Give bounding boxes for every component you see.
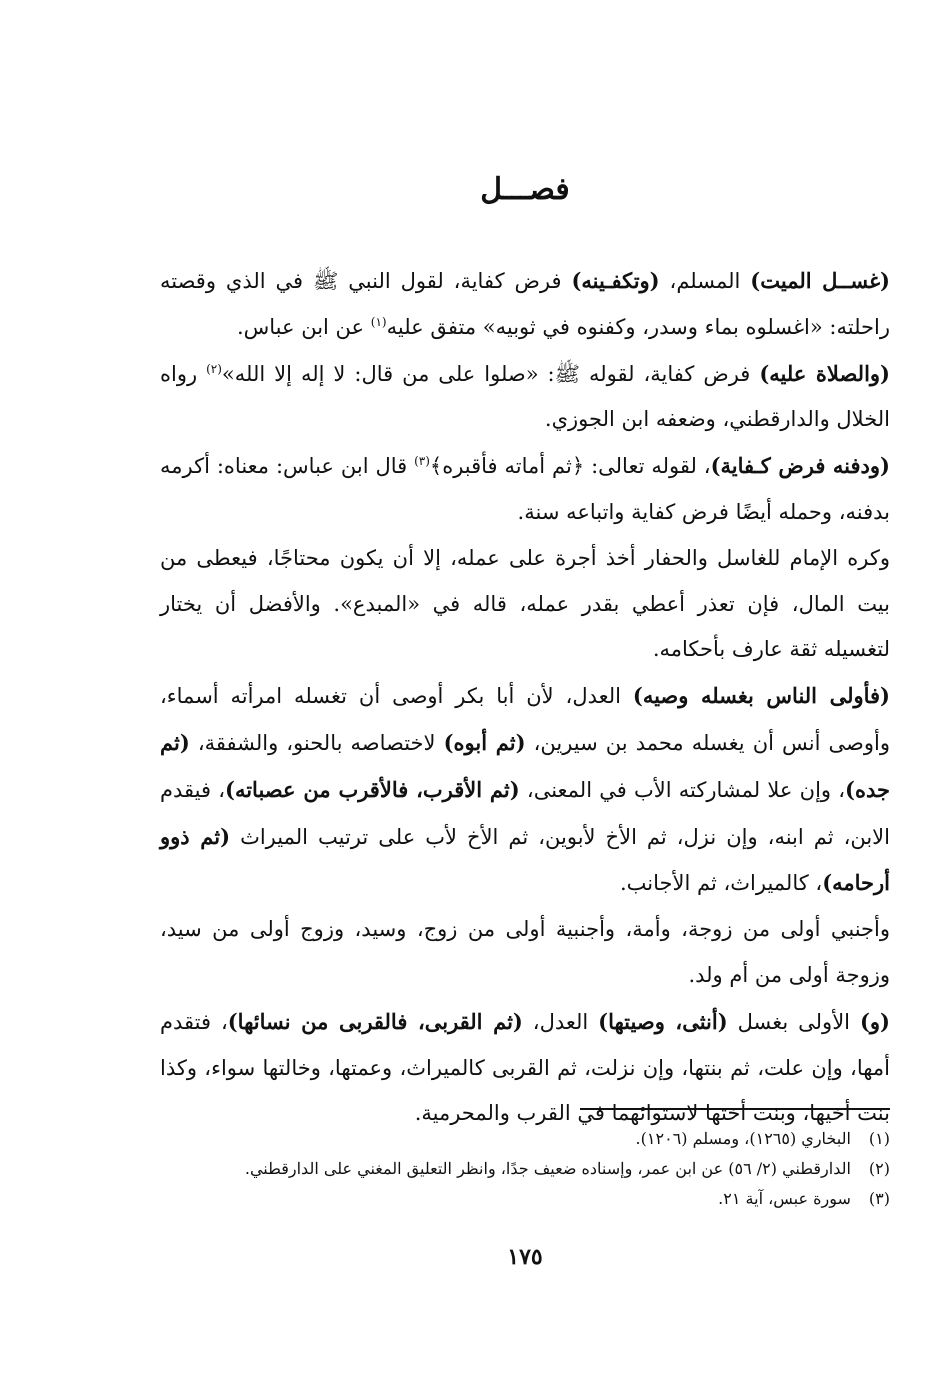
bold-term: (ثم ذوو أرحامه): [160, 823, 890, 896]
bold-term: (ثم القربى، فالقربى من نسائها): [227, 1008, 523, 1034]
paragraph: [160, 536, 890, 673]
text-segment: ، وإن علا لمشاركته الأب في المعنى،: [519, 777, 846, 802]
paragraph: [160, 907, 890, 999]
footnote-number: (٣): [868, 1189, 890, 1208]
bold-term: (و): [859, 1008, 890, 1034]
text-segment: رواه الخلال والدارقطني، وضعفه ابن الجوزي.: [160, 361, 890, 432]
text-segment: المسلم،: [659, 269, 751, 293]
footnote: [160, 1154, 890, 1184]
page-number: ١٧٥: [507, 1244, 543, 1270]
footnote-ref: (٢): [206, 361, 222, 376]
paragraph: [160, 443, 890, 536]
bold-term: (ثم جده): [160, 729, 890, 802]
bold-term: (ودفنه فرض كـفاية): [710, 453, 890, 479]
text-segment: وكره الإمام للغاسل والحفار أخذ أجرة على عمله، إلا أن يكون محتاجًا، فيعطى من بيت المال، فإن تعذر أعطي بقدر عمله، قاله في «المبدع». والأفضل أن يختار لتغسيله ثقة عارف بأحكامه.: [160, 545, 890, 662]
text-segment: فرض كفاية، لقوله ﷺ: «صلوا على من قال: لا إله إلا الله»: [221, 361, 760, 386]
text-segment: فرض كفاية، لقول النبي ﷺ في الذي وقصته راحلته: «اغسلوه بماء وسدر، وكفنوه في ثوبيه» متفق عليه: [160, 269, 890, 339]
footnote: [160, 1184, 890, 1214]
bold-term: (والصلاة عليه): [759, 360, 890, 386]
footnote-number: (٢): [868, 1159, 890, 1178]
footnote-ref: (٣): [414, 454, 430, 469]
main-text: [160, 258, 890, 1137]
bold-term: (فأولى الناس بغسله وصيه): [632, 683, 890, 709]
bold-term: (ثم الأقرب، فالأقرب من عصباته): [225, 776, 520, 802]
text-segment: وأجنبي أولى من زوجة، وأمة، وأجنبية أولى من زوج، وسيد، وزوج أولى من سيد، وزوجة أولى من أم ولد.: [160, 917, 890, 987]
paragraph: [160, 351, 890, 444]
footnote-ref: (١): [370, 314, 387, 329]
book-page: [160, 0, 890, 1376]
text-segment: الأولى بغسل: [727, 1009, 860, 1034]
footnote-text: الدارقطني (٢/ ٥٦) عن ابن عمر، وإسناده ضعيف جدًا، وانظر التعليق المغني على الدارقطني.: [244, 1159, 851, 1178]
text-segment: ، فيقدم الابن، ثم ابنه، وإن نزل، ثم الأخ لأبوين، ثم الأخ لأب على ترتيب الميراث: [160, 777, 890, 849]
footnotes: [160, 1124, 890, 1214]
bold-term: (وتكفـينه): [571, 268, 660, 293]
footnote-number: (١): [868, 1129, 890, 1148]
footnote-separator: [580, 1108, 890, 1110]
footnote-text: سورة عبس، آية ٢١.: [718, 1189, 851, 1208]
text-segment: العدل،: [522, 1009, 599, 1034]
paragraph: [160, 673, 890, 907]
section-heading: فصـــل: [480, 172, 570, 207]
footnote: [160, 1124, 890, 1154]
paragraph: [160, 258, 890, 351]
text-segment: ، فتقدم أمها، وإن علت، ثم بنتها، وإن نزلت، ثم القربى كالميراث، وعمتها، وخالتها سواء، وكذا بنت أخيها، وبنت أختها لاستوائهما في القرب والمحرمية.: [160, 1009, 890, 1126]
text-segment: العدل، لأن أبا بكر أوصى أن تغسله امرأته أسماء، وأوصى أنس أن يغسله محمد بن سيرين،: [160, 684, 891, 755]
text-segment: ، لقوله تعالى: ﴿ثم أماته فأقبره﴾: [429, 454, 711, 479]
paragraph: [160, 999, 890, 1137]
text-segment: عن ابن عباس.: [236, 314, 371, 339]
text-segment: لاختصاصه بالحنو، والشفقة،: [189, 730, 444, 755]
footnote-text: البخاري (١٢٦٥)، ومسلم (١٢٠٦).: [635, 1129, 851, 1148]
text-segment: ، كالميراث، ثم الأجانب.: [619, 871, 823, 896]
bold-term: (ثم أبوه): [443, 729, 526, 755]
text-segment: قال ابن عباس: معناه: أكرمه بدفنه، وحمله أيضًا فرض كفاية واتباعه سنة.: [160, 454, 890, 524]
bold-term: (غســل الميت): [750, 268, 890, 293]
bold-term: (أنثى، وصيتها): [598, 1008, 728, 1034]
